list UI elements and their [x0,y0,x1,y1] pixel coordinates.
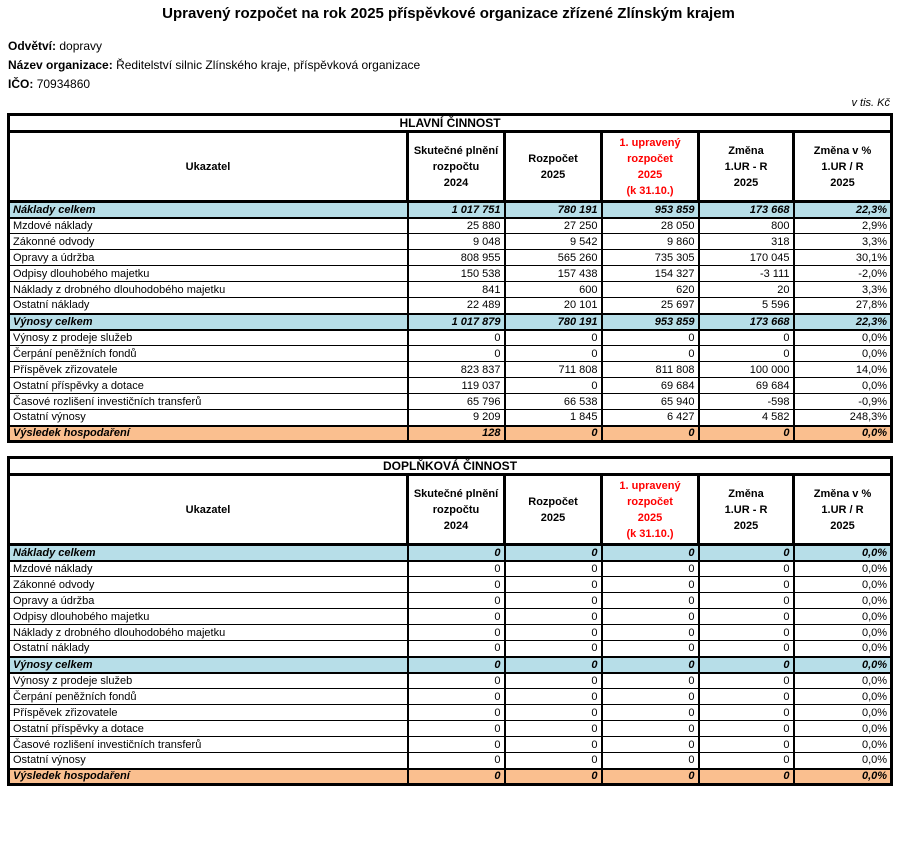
value-cell-actual-2024: 0 [408,625,505,641]
row-label-cell: Ostatní náklady [9,298,408,314]
value-cell-budget-2025: 0 [505,753,602,769]
value-cell-budget-2025: 711 808 [505,362,602,378]
value-cell-adjusted-2025: 0 [602,705,699,721]
value-cell-actual-2024: 0 [408,641,505,657]
value-cell-adjusted-2025: 9 860 [602,234,699,250]
table-row [9,657,892,673]
value-cell-change-percent: 22,3% [794,314,892,330]
value-cell-budget-2025: 0 [505,346,602,362]
value-cell-adjusted-2025: 0 [602,689,699,705]
value-cell-change: 0 [699,673,794,689]
row-label-cell: Opravy a údržba [9,593,408,609]
row-label-cell: Časové rozlišení investičních transferů [9,737,408,753]
row-label-cell: Odpisy dlouhobého majetku [9,266,408,282]
table-row [9,410,892,426]
value-cell-actual-2024: 128 [408,426,505,442]
value-cell-change-percent: 0,0% [794,330,892,346]
value-cell-change: 0 [699,545,794,561]
value-cell-actual-2024: 0 [408,657,505,673]
value-cell-actual-2024: 1 017 751 [408,202,505,218]
value-cell-change-percent: 0,0% [794,689,892,705]
table-row [9,202,892,218]
value-cell-actual-2024: 25 880 [408,218,505,234]
table-row [9,330,892,346]
table-row [9,298,892,314]
table-row [9,282,892,298]
value-cell-actual-2024: 841 [408,282,505,298]
column-header-row [9,132,892,202]
row-label-cell: Ostatní příspěvky a dotace [9,721,408,737]
column-header-budget-2025: Rozpočet 2025 [505,475,602,545]
value-cell-change-percent: 0,0% [794,378,892,394]
row-label-cell: Ostatní náklady [9,641,408,657]
table-row [9,609,892,625]
value-cell-actual-2024: 0 [408,753,505,769]
row-label-cell: Příspěvek zřizovatele [9,362,408,378]
table-row [9,394,892,410]
secondary-activity-rows [9,545,892,785]
value-cell-budget-2025: 0 [505,657,602,673]
value-cell-budget-2025: 0 [505,721,602,737]
row-label-cell: Náklady celkem [9,202,408,218]
table-row [9,625,892,641]
value-cell-adjusted-2025: 0 [602,577,699,593]
sector-line [8,37,897,56]
value-cell-adjusted-2025: 0 [602,753,699,769]
value-cell-change: -3 111 [699,266,794,282]
secondary-activity-table [7,456,893,786]
value-cell-budget-2025: 157 438 [505,266,602,282]
value-cell-change: 173 668 [699,314,794,330]
value-cell-change: -598 [699,394,794,410]
value-cell-change: 100 000 [699,362,794,378]
value-cell-adjusted-2025: 0 [602,346,699,362]
value-cell-change: 0 [699,769,794,785]
units-note: v tis. Kč [851,97,890,109]
row-label-cell: Zákonné odvody [9,577,408,593]
value-cell-budget-2025: 0 [505,769,602,785]
value-cell-actual-2024: 22 489 [408,298,505,314]
value-cell-budget-2025: 0 [505,641,602,657]
value-cell-change-percent: 14,0% [794,362,892,378]
value-cell-change: 5 596 [699,298,794,314]
value-cell-budget-2025: 0 [505,545,602,561]
value-cell-adjusted-2025: 0 [602,721,699,737]
value-cell-change-percent: 0,0% [794,657,892,673]
row-label-cell: Mzdové náklady [9,561,408,577]
value-cell-change: 318 [699,234,794,250]
value-cell-adjusted-2025: 953 859 [602,314,699,330]
value-cell-actual-2024: 9 048 [408,234,505,250]
column-header-budget-2025: Rozpočet 2025 [505,132,602,202]
table-row [9,266,892,282]
info-block [8,37,897,94]
value-cell-change-percent: 0,0% [794,769,892,785]
section-title: DOPLŇKOVÁ ČINNOST [9,458,892,475]
value-cell-budget-2025: 0 [505,705,602,721]
value-cell-budget-2025: 780 191 [505,202,602,218]
value-cell-adjusted-2025: 0 [602,426,699,442]
column-header-change: Změna 1.UR - R 2025 [699,475,794,545]
value-cell-change: 0 [699,689,794,705]
value-cell-change: 0 [699,561,794,577]
value-cell-actual-2024: 0 [408,737,505,753]
value-cell-adjusted-2025: 0 [602,545,699,561]
value-cell-adjusted-2025: 154 327 [602,266,699,282]
value-cell-adjusted-2025: 953 859 [602,202,699,218]
value-cell-change: 0 [699,593,794,609]
value-cell-budget-2025: 27 250 [505,218,602,234]
value-cell-change-percent: 22,3% [794,202,892,218]
value-cell-change-percent: 0,0% [794,593,892,609]
row-label-cell: Výnosy celkem [9,314,408,330]
value-cell-change-percent: -0,9% [794,394,892,410]
value-cell-change: 0 [699,346,794,362]
table-row [9,641,892,657]
value-cell-budget-2025: 0 [505,609,602,625]
value-cell-adjusted-2025: 25 697 [602,298,699,314]
value-cell-change-percent: 30,1% [794,250,892,266]
value-cell-change: 0 [699,705,794,721]
table-row [9,689,892,705]
value-cell-change-percent: 0,0% [794,721,892,737]
section-title: HLAVNÍ ČINNOST [9,115,892,132]
value-cell-adjusted-2025: 65 940 [602,394,699,410]
value-cell-adjusted-2025: 0 [602,593,699,609]
row-label-cell: Opravy a údržba [9,250,408,266]
table-row [9,545,892,561]
value-cell-budget-2025: 600 [505,282,602,298]
sector-label: Odvětví: [8,39,57,53]
value-cell-change-percent: 0,0% [794,577,892,593]
value-cell-actual-2024: 808 955 [408,250,505,266]
value-cell-change-percent: 0,0% [794,625,892,641]
row-label-cell: Zákonné odvody [9,234,408,250]
row-label-cell: Ostatní výnosy [9,753,408,769]
table-row [9,577,892,593]
table-row [9,753,892,769]
value-cell-budget-2025: 565 260 [505,250,602,266]
table-row [9,250,892,266]
value-cell-change-percent: 0,0% [794,346,892,362]
value-cell-budget-2025: 0 [505,673,602,689]
value-cell-adjusted-2025: 0 [602,625,699,641]
value-cell-budget-2025: 1 845 [505,410,602,426]
column-header-indicator: Ukazatel [9,132,408,202]
value-cell-change-percent: 248,3% [794,410,892,426]
main-activity-rows [9,202,892,442]
value-cell-change-percent: 27,8% [794,298,892,314]
value-cell-change: 69 684 [699,378,794,394]
value-cell-budget-2025: 66 538 [505,394,602,410]
value-cell-change: 0 [699,721,794,737]
table-row [9,218,892,234]
value-cell-actual-2024: 0 [408,689,505,705]
table-row [9,769,892,785]
value-cell-adjusted-2025: 0 [602,657,699,673]
value-cell-actual-2024: 119 037 [408,378,505,394]
value-cell-change: 0 [699,753,794,769]
value-cell-adjusted-2025: 0 [602,673,699,689]
row-label-cell: Výsledek hospodaření [9,426,408,442]
row-label-cell: Výnosy z prodeje služeb [9,330,408,346]
value-cell-change-percent: 0,0% [794,545,892,561]
value-cell-actual-2024: 0 [408,705,505,721]
column-header-row [9,475,892,545]
value-cell-budget-2025: 0 [505,689,602,705]
value-cell-change: 0 [699,641,794,657]
value-cell-change: 0 [699,609,794,625]
value-cell-adjusted-2025: 620 [602,282,699,298]
table-row [9,234,892,250]
value-cell-change: 0 [699,577,794,593]
value-cell-change-percent: 2,9% [794,218,892,234]
table-row [9,737,892,753]
value-cell-change: 20 [699,282,794,298]
value-cell-change-percent: 0,0% [794,641,892,657]
value-cell-change-percent: 3,3% [794,234,892,250]
value-cell-adjusted-2025: 735 305 [602,250,699,266]
ico-line [8,75,897,94]
value-cell-actual-2024: 0 [408,769,505,785]
value-cell-actual-2024: 1 017 879 [408,314,505,330]
value-cell-change: 800 [699,218,794,234]
column-header-change-percent: Změna v % 1.UR / R 2025 [794,475,892,545]
value-cell-change-percent: 3,3% [794,282,892,298]
value-cell-actual-2024: 0 [408,561,505,577]
value-cell-adjusted-2025: 6 427 [602,410,699,426]
value-cell-change-percent: 0,0% [794,753,892,769]
column-header-actual-2024: Skutečné plnění rozpočtu 2024 [408,475,505,545]
row-label-cell: Časové rozlišení investičních transferů [9,394,408,410]
table-row [9,673,892,689]
table-row [9,705,892,721]
value-cell-actual-2024: 0 [408,346,505,362]
column-header-adjusted-budget-2025: 1. upravený rozpočet 2025 (k 31.10.) [602,132,699,202]
value-cell-adjusted-2025: 811 808 [602,362,699,378]
row-label-cell: Odpisy dlouhobého majetku [9,609,408,625]
sector-value: dopravy [59,39,103,53]
main-activity-table [7,113,893,443]
organization-value: Ředitelství silnic Zlínského kraje, příspěvková organizace [116,58,421,72]
value-cell-adjusted-2025: 0 [602,330,699,346]
value-cell-budget-2025: 780 191 [505,314,602,330]
row-label-cell: Mzdové náklady [9,218,408,234]
value-cell-change-percent: 0,0% [794,673,892,689]
value-cell-change: 170 045 [699,250,794,266]
row-label-cell: Výsledek hospodaření [9,769,408,785]
table-row [9,362,892,378]
value-cell-change-percent: 0,0% [794,737,892,753]
table-row [9,346,892,362]
value-cell-budget-2025: 0 [505,561,602,577]
row-label-cell: Náklady z drobného dlouhodobého majetku [9,282,408,298]
value-cell-budget-2025: 0 [505,625,602,641]
row-label-cell: Náklady celkem [9,545,408,561]
value-cell-budget-2025: 0 [505,593,602,609]
value-cell-change-percent: 0,0% [794,705,892,721]
column-header-actual-2024: Skutečné plnění rozpočtu 2024 [408,132,505,202]
value-cell-adjusted-2025: 0 [602,641,699,657]
value-cell-change-percent: 0,0% [794,426,892,442]
value-cell-adjusted-2025: 28 050 [602,218,699,234]
value-cell-actual-2024: 0 [408,330,505,346]
value-cell-change: 0 [699,657,794,673]
value-cell-budget-2025: 0 [505,426,602,442]
value-cell-change: 0 [699,426,794,442]
table-row [9,314,892,330]
row-label-cell: Příspěvek zřizovatele [9,705,408,721]
table-row [9,721,892,737]
value-cell-actual-2024: 9 209 [408,410,505,426]
section-title-row [9,458,892,475]
value-cell-change: 0 [699,737,794,753]
value-cell-change: 0 [699,625,794,641]
value-cell-actual-2024: 0 [408,609,505,625]
value-cell-actual-2024: 150 538 [408,266,505,282]
value-cell-actual-2024: 0 [408,545,505,561]
value-cell-change: 0 [699,330,794,346]
value-cell-actual-2024: 0 [408,593,505,609]
value-cell-actual-2024: 0 [408,673,505,689]
value-cell-change-percent: 0,0% [794,609,892,625]
value-cell-actual-2024: 0 [408,577,505,593]
value-cell-budget-2025: 20 101 [505,298,602,314]
row-label-cell: Čerpání peněžních fondů [9,346,408,362]
column-header-change: Změna 1.UR - R 2025 [699,132,794,202]
value-cell-adjusted-2025: 0 [602,561,699,577]
organization-line [8,56,897,75]
value-cell-change: 4 582 [699,410,794,426]
value-cell-adjusted-2025: 0 [602,737,699,753]
value-cell-adjusted-2025: 0 [602,769,699,785]
row-label-cell: Náklady z drobného dlouhodobého majetku [9,625,408,641]
table-row [9,593,892,609]
ico-value: 70934860 [36,77,91,91]
row-label-cell: Výnosy celkem [9,657,408,673]
value-cell-actual-2024: 0 [408,721,505,737]
value-cell-adjusted-2025: 0 [602,609,699,625]
value-cell-change-percent: -2,0% [794,266,892,282]
row-label-cell: Ostatní výnosy [9,410,408,426]
value-cell-budget-2025: 0 [505,330,602,346]
value-cell-change: 173 668 [699,202,794,218]
table-row [9,561,892,577]
row-label-cell: Výnosy z prodeje služeb [9,673,408,689]
section-title-row [9,115,892,132]
organization-label: Název organizace: [8,58,113,72]
column-header-adjusted-budget-2025: 1. upravený rozpočet 2025 (k 31.10.) [602,475,699,545]
ico-label: IČO: [8,77,34,91]
table-row [9,378,892,394]
row-label-cell: Ostatní příspěvky a dotace [9,378,408,394]
value-cell-actual-2024: 823 837 [408,362,505,378]
value-cell-budget-2025: 9 542 [505,234,602,250]
row-label-cell: Čerpání peněžních fondů [9,689,408,705]
document-title: Upravený rozpočet na rok 2025 příspěvkové organizace zřízené Zlínským krajem [162,5,735,22]
value-cell-budget-2025: 0 [505,577,602,593]
value-cell-change-percent: 0,0% [794,561,892,577]
value-cell-actual-2024: 65 796 [408,394,505,410]
value-cell-adjusted-2025: 69 684 [602,378,699,394]
column-header-change-percent: Změna v % 1.UR / R 2025 [794,132,892,202]
value-cell-budget-2025: 0 [505,737,602,753]
table-row [9,426,892,442]
value-cell-budget-2025: 0 [505,378,602,394]
column-header-indicator: Ukazatel [9,475,408,545]
